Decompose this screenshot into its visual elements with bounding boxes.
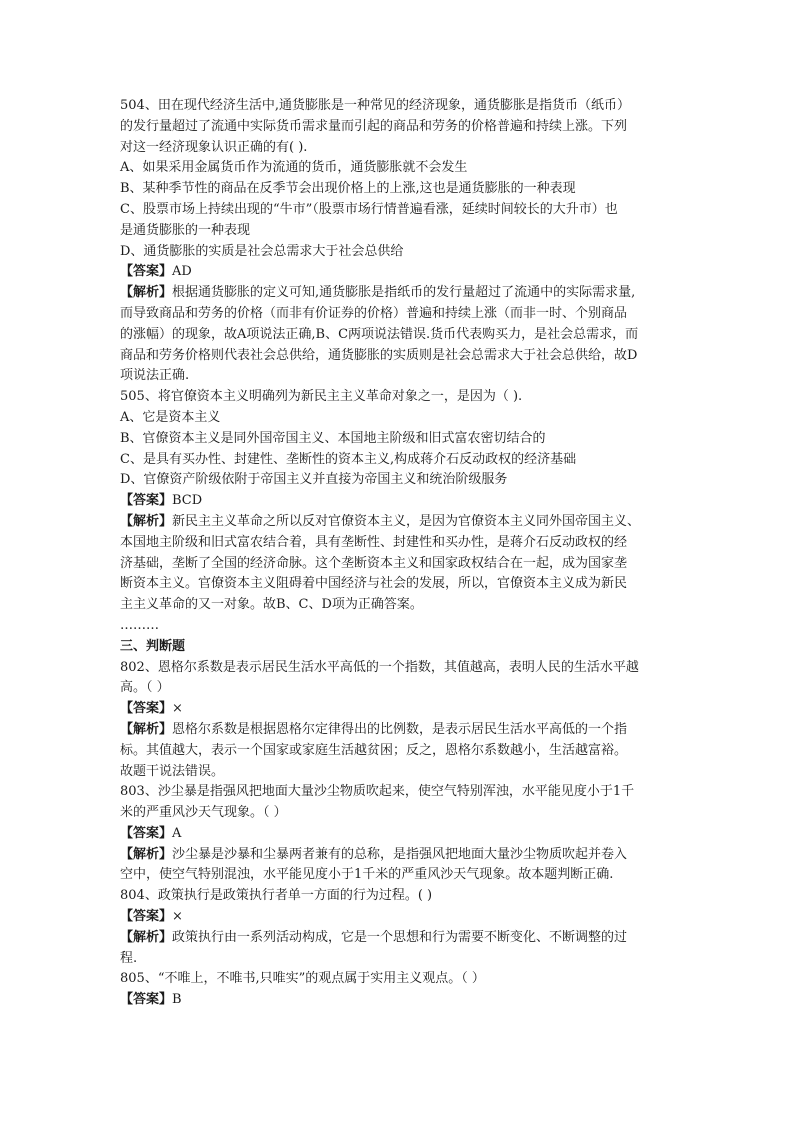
analysis-label: 【解析】 [120,721,173,737]
analysis-label: 【解析】 [120,285,173,301]
analysis-line [120,283,680,304]
option-b: B、官僚资本主义是同外国帝国主义、本国地主阶级和旧式富农密切结合的 [120,430,546,446]
analysis-label: 【解析】 [120,846,173,862]
analysis-line [120,928,680,949]
answer-value: × [172,701,183,717]
answer-line [120,491,680,512]
analysis-label: 【解析】 [120,513,173,529]
question-stem-line: 804、政策执行是政策执行者单一方面的行为过程。( ) [120,888,433,904]
analysis-text: 标。其值越大，表示一个国家或家庭生活越贫困；反之，恩格尔系数越小，生活越富裕。 [120,742,628,758]
question-stem-line: 高。（ ） [120,680,170,696]
option-c: C、是具有买办性、封建性、垄断性的资本主义,构成蒋介石反动政权的经济基础 [120,451,577,467]
analysis-text: 沙尘暴是沙暴和尘暴两者兼有的总称，是指强风把地面大量沙尘物质吹起并卷入 [172,846,628,862]
analysis-text: 故题干说法错误。 [120,763,225,779]
question-803 [120,782,680,886]
answer-label: 【答案】 [120,825,173,841]
question-505 [120,387,680,616]
answer-line [120,699,680,720]
option-a: A、如果采用金属货币作为流通的货币，通货膨胀就不会发生 [120,160,468,176]
answer-line [120,262,680,283]
analysis-text: 济基础，垄断了全国的经济命脉。这个垄断资本主义和国家政权结合在一起，成为国家垄 [120,555,628,571]
ellipsis: ……… [120,617,159,633]
analysis-text: 本国地主阶级和旧式富农结合着，具有垄断性、封建性和买办性，是蒋介石反动政权的经 [120,534,628,550]
answer-value: AD [172,264,192,280]
question-stem-line: 米的严重风沙天气现象。（ ） [120,805,287,821]
answer-line [120,990,680,1011]
answer-label: 【答案】 [120,909,173,925]
question-stem-line: 803、沙尘暴是指强风把地面大量沙尘物质吹起来，使空气特别浑浊，水平能见度小于1千 [120,784,635,800]
question-stem-line: 对这一经济现象认识正确的有( ). [120,139,308,155]
option-c-continued: 是通货膨胀的一种表现 [120,222,251,238]
analysis-text: 而导致商品和劳务的价格（而非有价证券的价格）普遍和持续上涨（而非一时、个别商品 [120,305,628,321]
analysis-text: 恩格尔系数是根据恩格尔定律得出的比例数，是表示居民生活水平高低的一个指 [172,721,628,737]
question-805 [120,969,680,1011]
option-d: D、通货膨胀的实质是社会总需求大于社会总供给 [120,243,404,259]
option-a: A、它是资本主义 [120,409,221,425]
answer-line [120,907,680,928]
analysis-text: 项说法正确. [120,368,190,384]
answer-label: 【答案】 [120,493,173,509]
analysis-text: 的涨幅）的现象，故A项说法正确,B、C两项说法错误.货币代表购买力，是社会总需求，而 [120,326,639,342]
analysis-text: 程. [120,950,138,966]
question-stem-line: 805、“不唯上，不唯书,只唯实”的观点属于实用主义观点。（ ） [120,971,485,987]
section-title: 三、判断题 [120,638,186,654]
analysis-label: 【解析】 [120,929,173,945]
analysis-text: 空中，使空气特别混浊，水平能见度小于1千米的严重风沙天气现象。故本题判断正确. [120,867,614,883]
option-b: B、某种季节性的商品在反季节会出现价格上的上涨,这也是通货膨胀的一种表现 [120,181,576,197]
analysis-text: 主主义革命的又一对象。故B、C、D项为正确答案。 [120,597,423,613]
question-stem-line: 504、田在现代经济生活中,通货膨胀是一种常见的经济现象，通货膨胀是指货币（纸币） [120,98,630,113]
analysis-text: 根据通货膨胀的定义可知,通货膨胀是指纸币的发行量超过了流通中的实际需求量, [172,285,636,301]
answer-value: BCD [172,493,203,509]
question-802 [120,658,680,783]
analysis-text: 商品和劳务价格则代表社会总供给，通货膨胀的实质则是社会总需求大于社会总供给，故D [120,347,638,363]
answer-line [120,824,680,845]
question-stem-line: 的发行量超过了流通中实际货币需求量而引起的商品和劳务的价格普遍和持续上涨。下列 [120,118,628,134]
option-d: D、官僚资产阶级依附于帝国主义并直接为帝国主义和统治阶级服务 [120,472,508,488]
question-504 [120,96,680,387]
analysis-line [120,512,680,533]
analysis-text: 断资本主义。官僚资本主义阻碍着中国经济与社会的发展，所以，官僚资本主义成为新民 [120,576,628,592]
analysis-text: 新民主主义革命之所以反对官僚资本主义，是因为官僚资本主义同外国帝国主义、 [172,513,641,529]
question-804 [120,886,680,969]
answer-label: 【答案】 [120,992,173,1008]
answer-label: 【答案】 [120,264,173,280]
option-c: C、股票市场上持续出现的“牛市”（股票市场行情普遍看涨，延续时间较长的大升市）也 [120,201,618,217]
answer-value: × [172,909,183,925]
answer-label: 【答案】 [120,701,173,717]
analysis-line [120,720,680,741]
document-body [120,96,680,1011]
question-stem-line: 505、将官僚资本主义明确列为新民主主义革命对象之一，是因为（ ). [120,389,523,405]
analysis-line [120,845,680,866]
answer-value: B [172,992,182,1008]
answer-value: A [172,825,182,841]
analysis-text: 政策执行由一系列活动构成，它是一个思想和行为需要不断变化、不断调整的过 [172,929,628,945]
question-stem-line: 802、恩格尔系数是表示居民生活水平高低的一个指数，其值越高，表明人民的生活水平越 [120,659,639,675]
